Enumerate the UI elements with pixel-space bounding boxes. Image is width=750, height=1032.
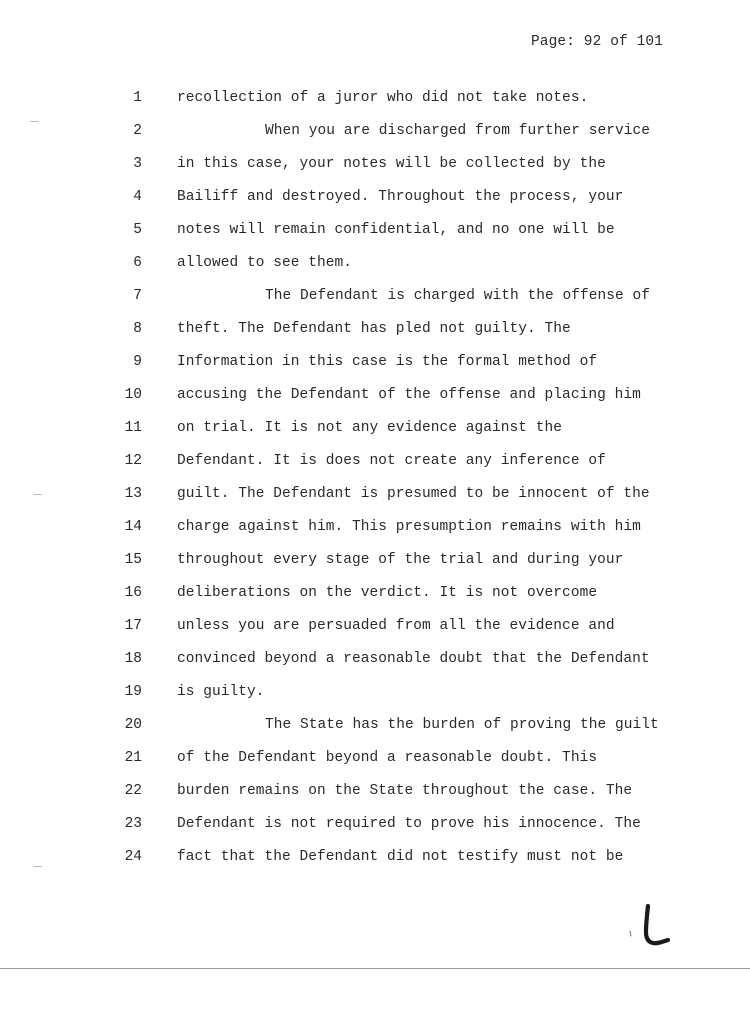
transcript-line: [0, 89, 750, 122]
line-text: recollection of a juror who did not take notes.: [177, 90, 589, 106]
line-number: 14: [124, 519, 142, 535]
line-text: Information in this case is the formal method of: [177, 354, 598, 370]
transcript-line: [0, 683, 750, 716]
line-text: of the Defendant beyond a reasonable doubt. This: [177, 750, 598, 766]
line-text: theft. The Defendant has pled not guilty. The: [177, 321, 571, 337]
line-number: 12: [124, 453, 142, 469]
line-text: The Defendant is charged with the offense of: [265, 288, 651, 304]
line-text: on trial. It is not any evidence against the: [177, 420, 563, 436]
transcript-line: [0, 287, 750, 320]
transcript-line: [0, 617, 750, 650]
line-number: 21: [124, 750, 142, 766]
transcript-line: [0, 155, 750, 188]
line-number: 2: [133, 123, 142, 139]
transcript-line: [0, 716, 750, 749]
transcript-line: [0, 650, 750, 683]
line-text: accusing the Defendant of the offense and placing him: [177, 387, 641, 403]
line-text: charge against him. This presumption remains with him: [177, 519, 641, 535]
line-text: is guilty.: [177, 684, 265, 700]
line-number: 23: [124, 816, 142, 832]
transcript-line: [0, 386, 750, 419]
transcript-line: [0, 485, 750, 518]
transcript-line: [0, 320, 750, 353]
line-text: When you are discharged from further service: [265, 123, 651, 139]
line-number: 11: [124, 420, 142, 436]
transcript-line: [0, 452, 750, 485]
line-number: 8: [133, 321, 142, 337]
line-number: 18: [124, 651, 142, 667]
line-number: 3: [133, 156, 142, 172]
line-text: burden remains on the State throughout the case. The: [177, 783, 633, 799]
transcript-line: [0, 749, 750, 782]
line-number: 6: [133, 255, 142, 271]
transcript-line: [0, 815, 750, 848]
line-number: 4: [133, 189, 142, 205]
line-number: 19: [124, 684, 142, 700]
transcript-line: [0, 221, 750, 254]
transcript-line: [0, 518, 750, 551]
transcript-line: [0, 551, 750, 584]
page-number: Page: 92 of 101: [531, 34, 664, 50]
transcript-line: [0, 782, 750, 815]
transcript-line: [0, 419, 750, 452]
line-text: Bailiff and destroyed. Throughout the process, your: [177, 189, 624, 205]
line-number: 20: [124, 717, 142, 733]
transcript-lines: [0, 89, 750, 881]
line-text: Defendant. It is does not create any inference of: [177, 453, 606, 469]
line-number: 15: [124, 552, 142, 568]
line-text: notes will remain confidential, and no one will be: [177, 222, 615, 238]
transcript-line: [0, 353, 750, 386]
margin-mark-middle: [34, 494, 42, 495]
line-text: unless you are persuaded from all the evidence and: [177, 618, 615, 634]
line-number: 22: [124, 783, 142, 799]
line-number: 17: [124, 618, 142, 634]
line-number: 13: [124, 486, 142, 502]
line-text: Defendant is not required to prove his innocence. The: [177, 816, 641, 832]
line-text: in this case, your notes will be collected by the: [177, 156, 606, 172]
line-text: fact that the Defendant did not testify must not be: [177, 849, 624, 865]
line-number: 5: [133, 222, 142, 238]
line-text: throughout every stage of the trial and during your: [177, 552, 624, 568]
transcript-line: [0, 188, 750, 221]
margin-mark-bottom: [34, 866, 42, 867]
line-text: convinced beyond a reasonable doubt that the Defendant: [177, 651, 650, 667]
line-text: The State has the burden of proving the guilt: [265, 717, 659, 733]
line-number: 7: [133, 288, 142, 304]
transcript-line: [0, 584, 750, 617]
line-text: guilt. The Defendant is presumed to be innocent of the: [177, 486, 650, 502]
line-text: allowed to see them.: [177, 255, 353, 271]
transcript-line: [0, 848, 750, 881]
line-number: 24: [124, 849, 142, 865]
line-number: 10: [124, 387, 142, 403]
handwritten-initial-mark: [624, 900, 674, 950]
margin-mark-top: [30, 121, 38, 122]
transcript-line: [0, 254, 750, 287]
transcript-line: [0, 122, 750, 155]
line-number: 16: [124, 585, 142, 601]
line-number: 9: [133, 354, 142, 370]
line-number: 1: [133, 90, 142, 106]
line-text: deliberations on the verdict. It is not overcome: [177, 585, 598, 601]
page-bottom-rule: [0, 968, 750, 969]
